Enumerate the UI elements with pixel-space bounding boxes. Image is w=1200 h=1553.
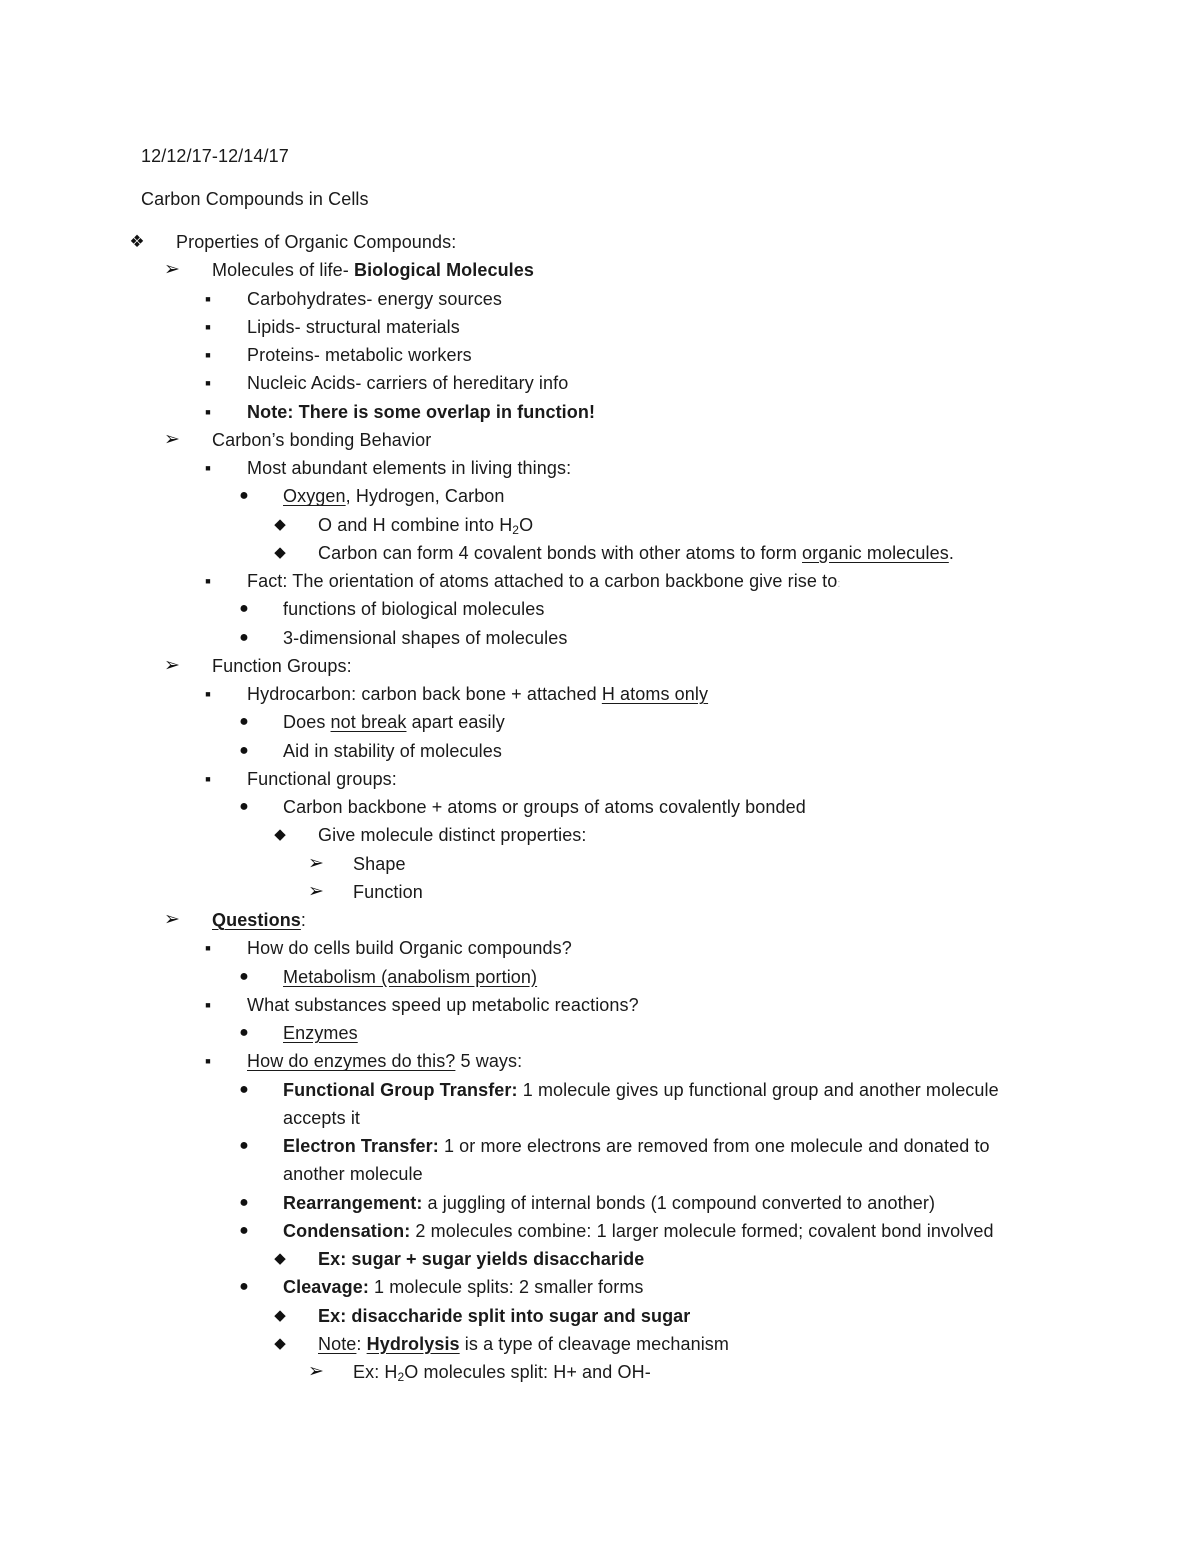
outline-text: 3-dimensional shapes of molecules: [283, 627, 568, 648]
outline-item: [353, 881, 423, 903]
outline-item: [353, 853, 406, 875]
outline-text: Functional groups:: [247, 768, 397, 789]
outline-text: O and H combine into H: [318, 514, 513, 535]
outline-text: H atoms only: [601, 684, 709, 704]
outline-item: [247, 457, 571, 479]
dot-bullet-icon: ●: [239, 1193, 249, 1211]
outline-item: [318, 1305, 690, 1327]
outline-text: Metabolism (anabolism portion): [283, 966, 538, 987]
outline-text: Nucleic Acids- carriers of hereditary info: [247, 373, 569, 394]
outline-text: Ex: H: [353, 1362, 398, 1382]
outline-text: Ex: disaccharide split into sugar and sugar: [318, 1305, 691, 1326]
outline-text: Function Groups:: [212, 655, 352, 676]
square-bullet-icon: ■: [205, 293, 211, 304]
dot-bullet-icon: ●: [239, 1080, 249, 1098]
outline-text: Electron Transfer:: [283, 1136, 439, 1156]
outline-item: [212, 259, 534, 281]
outline-text: another molecule: [283, 1164, 423, 1185]
outline-text: Functional Group Transfer:: [283, 1079, 518, 1100]
outline-text: Hydrocarbon: carbon back bone + attached: [247, 684, 602, 704]
dot-bullet-icon: ●: [239, 967, 249, 985]
outline-item: [283, 1163, 423, 1185]
outline-item: [283, 711, 505, 733]
page-title: Carbon Compounds in Cells: [141, 189, 369, 209]
outline-text: How do enzymes do this?: [247, 1051, 456, 1072]
square-bullet-icon: ■: [205, 463, 211, 473]
outline-item: [283, 598, 544, 620]
outline-text: Carbon backbone + atoms or groups of atoms covalently bonded: [283, 797, 806, 817]
arrow-bullet-icon: ➢: [164, 259, 180, 281]
filled-diamond-bullet-icon: ◆: [274, 826, 286, 844]
filled-diamond-bullet-icon: ◆: [274, 1306, 286, 1324]
outline-text: :: [837, 578, 841, 590]
outline-item: [247, 344, 472, 366]
outline-text: 1 or more electrons are removed from one molecule and donated to: [438, 1136, 990, 1156]
square-bullet-icon: ■: [205, 350, 211, 360]
outline-text: , Hydrogen, Carbon: [345, 486, 505, 507]
outline-text: is a type of cleavage mechanism: [459, 1333, 730, 1354]
outline-text: Condensation:: [283, 1220, 411, 1241]
outline-item: [283, 1276, 644, 1298]
arrow-bullet-icon: ➢: [308, 1361, 324, 1382]
outline-item: [247, 683, 708, 705]
diamond-bullet-icon: ❖: [129, 232, 145, 251]
outline-text: organic molecules: [802, 542, 949, 563]
outline-item: [247, 570, 840, 595]
outline-item: [283, 1192, 935, 1214]
outline-item: [176, 231, 456, 253]
outline-item: [318, 542, 954, 564]
square-bullet-icon: ■: [205, 689, 211, 699]
outline-item: [247, 1050, 522, 1072]
outline-item: [283, 485, 505, 507]
outline-text: apart easily: [406, 712, 505, 733]
outline-text: Carbon’s bonding Behavior: [212, 429, 432, 450]
square-bullet-icon: ■: [205, 321, 211, 332]
outline-item: [318, 1333, 729, 1355]
square-bullet-icon: ■: [205, 1056, 211, 1067]
outline-text: Aid in stability of molecules: [283, 740, 502, 761]
outline-item: [247, 768, 397, 790]
outline-text: O molecules split: H+ and OH-: [404, 1362, 651, 1382]
outline-item: [283, 1220, 994, 1242]
outline-text: Questions: [212, 910, 301, 930]
square-bullet-icon: ■: [205, 999, 211, 1010]
outline-text: 1 molecule splits: 2 smaller forms: [368, 1277, 644, 1298]
outline-text: Carbohydrates- energy sources: [247, 288, 503, 309]
dot-bullet-icon: ●: [239, 741, 249, 759]
outline-text: 1 molecule gives up functional group and another molecule: [517, 1079, 999, 1100]
outline-text: Oxygen: [283, 486, 346, 507]
outline-text: O: [519, 514, 534, 535]
dot-bullet-icon: ●: [239, 1024, 249, 1041]
filled-diamond-bullet-icon: ◆: [274, 1250, 286, 1267]
outline-text: Rearrangement:: [283, 1192, 423, 1213]
dot-bullet-icon: ●: [239, 713, 249, 731]
outline-item: [318, 824, 587, 846]
arrow-bullet-icon: ➢: [308, 880, 324, 902]
outline-text: :: [300, 910, 307, 930]
square-bullet-icon: ■: [205, 773, 211, 784]
outline-text: Note: [318, 1333, 357, 1354]
outline-text: Properties of Organic Compounds:: [176, 232, 457, 252]
outline-text: Most abundant elements in living things:: [247, 458, 572, 478]
square-bullet-icon: ■: [205, 576, 211, 586]
outline-item: [283, 1107, 360, 1129]
outline-text: accepts it: [283, 1107, 361, 1128]
dot-bullet-icon: ●: [239, 487, 249, 505]
outline-text: a juggling of internal bonds (1 compound converted to another): [422, 1192, 936, 1213]
date-range: 12/12/17-12/14/17: [141, 146, 289, 166]
outline-text: What substances speed up metabolic reactions?: [247, 994, 639, 1015]
outline-item: [283, 796, 806, 818]
outline-text: Proteins- metabolic workers: [247, 345, 472, 365]
arrow-bullet-icon: ➢: [164, 909, 180, 930]
outline-item: [283, 1022, 358, 1044]
outline-item: [318, 514, 533, 536]
outline-text: Does: [283, 712, 331, 733]
outline-item: [318, 1248, 644, 1270]
outline-item: [212, 909, 306, 931]
outline-item: [353, 1361, 651, 1383]
dot-bullet-icon: ●: [239, 1278, 249, 1296]
outline-text: How do cells build Organic compounds?: [247, 938, 572, 959]
dot-bullet-icon: ●: [239, 1221, 249, 1239]
outline-text: Note: There is some overlap in function!: [247, 401, 596, 422]
outline-text: not break: [330, 712, 407, 733]
outline-text: 5 ways:: [455, 1051, 523, 1072]
outline-item: [247, 937, 572, 959]
filled-diamond-bullet-icon: ◆: [274, 543, 286, 561]
outline-text: Shape: [353, 853, 406, 874]
outline-item: [283, 740, 502, 762]
arrow-bullet-icon: ➢: [308, 852, 324, 874]
outline-text: .: [948, 542, 954, 563]
outline-item: [212, 655, 352, 677]
outline-text: Hydrolysis: [366, 1333, 460, 1354]
outline-item: [247, 372, 568, 394]
outline-text: Function: [353, 881, 423, 902]
outline-text: Lipids- structural materials: [247, 316, 460, 337]
outline-item: [283, 627, 567, 649]
arrow-bullet-icon: ➢: [164, 428, 180, 450]
outline-text: Biological Molecules: [353, 260, 535, 281]
outline-text: Ex: sugar + sugar yields disaccharide: [318, 1249, 645, 1269]
outline-item: [283, 1135, 990, 1157]
outline-item: [247, 401, 595, 423]
outline-text: :: [356, 1333, 367, 1354]
outline-item: [247, 288, 502, 310]
outline-item: [247, 316, 460, 338]
filled-diamond-bullet-icon: ◆: [274, 1334, 286, 1352]
outline-text: Give molecule distinct properties:: [318, 825, 587, 846]
outline-text: 2: [512, 522, 520, 537]
square-bullet-icon: ■: [205, 406, 211, 417]
square-bullet-icon: ■: [205, 378, 211, 389]
outline-item: [212, 429, 431, 451]
outline-item: [247, 994, 639, 1016]
outline-text: Molecules of life-: [212, 260, 354, 281]
outline-item: [283, 1079, 999, 1101]
dot-bullet-icon: ●: [239, 628, 249, 646]
dot-bullet-icon: ●: [239, 798, 249, 815]
filled-diamond-bullet-icon: ◆: [274, 515, 286, 533]
outline-text: 2: [397, 1370, 405, 1384]
arrow-bullet-icon: ➢: [164, 654, 180, 676]
outline-text: 2 molecules combine: 1 larger molecule formed; covalent bond involved: [410, 1220, 994, 1241]
outline-text: Enzymes: [283, 1023, 358, 1043]
outline-text: Cleavage:: [283, 1277, 369, 1298]
dot-bullet-icon: ●: [239, 1137, 249, 1154]
outline-text: Carbon can form 4 covalent bonds with other atoms to form: [318, 542, 803, 563]
outline-text: Fact: The orientation of atoms attached to a carbon backbone give rise to: [247, 571, 838, 591]
outline-item: [283, 966, 537, 988]
square-bullet-icon: ■: [205, 943, 211, 954]
outline-text: functions of biological molecules: [283, 599, 545, 620]
dot-bullet-icon: ●: [239, 600, 249, 618]
